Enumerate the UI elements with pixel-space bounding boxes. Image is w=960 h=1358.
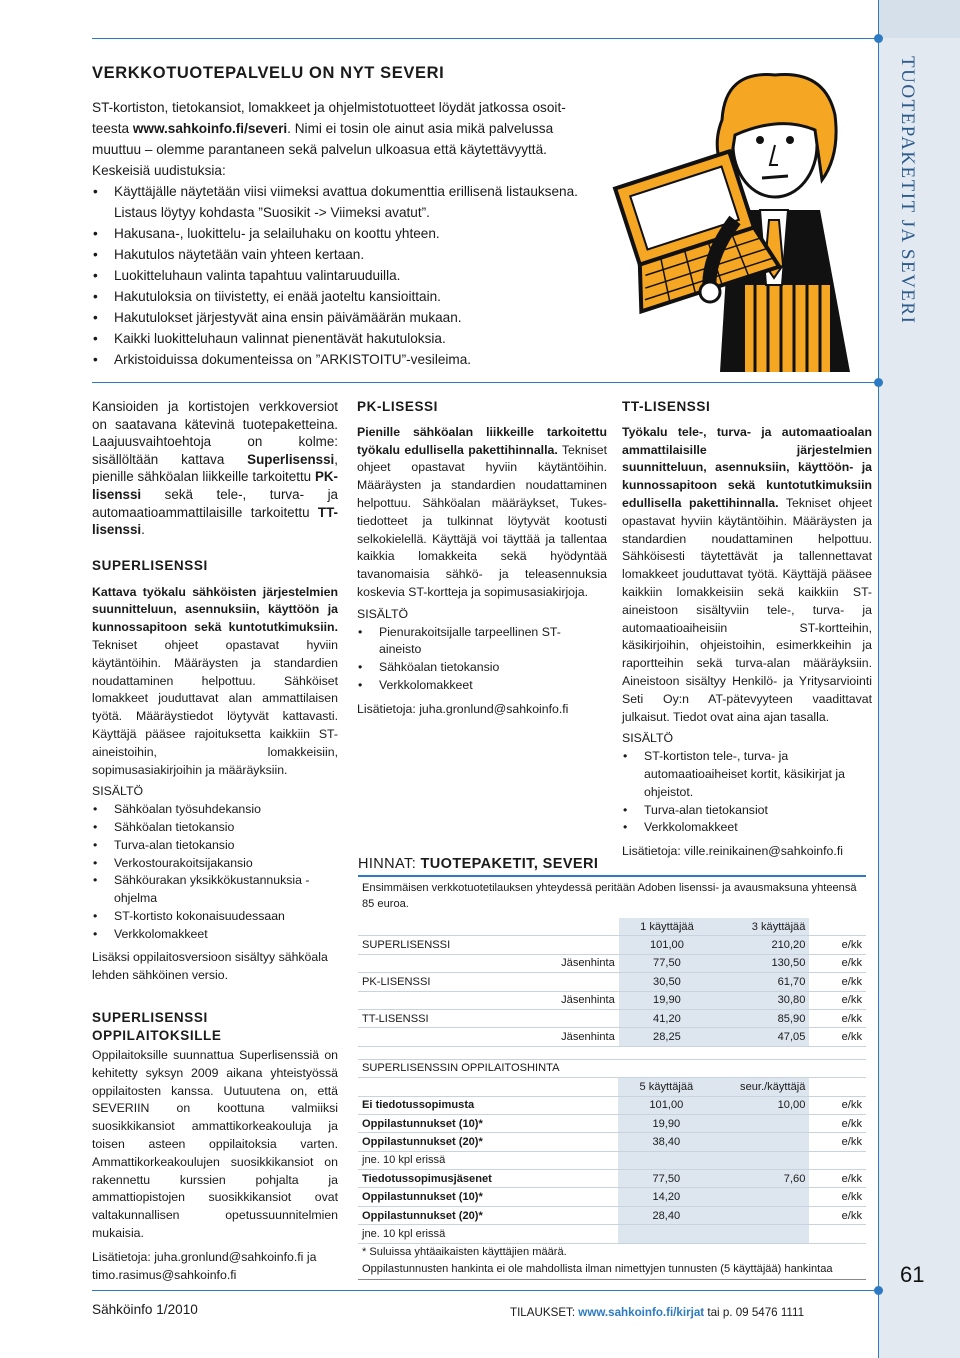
- column-tt-lisenssi: [622, 398, 872, 861]
- table-row: [358, 1009, 866, 1027]
- table-cell: [714, 1206, 809, 1224]
- table-cell: 61,70: [715, 973, 809, 991]
- list-item: • Hakusana-, luokittelu- ja selailuhaku on koottu yhteen.: [92, 223, 610, 244]
- table-cell: 30,50: [619, 973, 715, 991]
- list-item: • Hakutulokset järjestyvät aina ensin päivämäärän mukaan.: [92, 307, 610, 328]
- table-row: [358, 918, 866, 936]
- column-superlisenssi: [92, 398, 338, 1284]
- table-cell: [515, 1151, 618, 1169]
- table-cell: [809, 1151, 866, 1169]
- table-cell: Oppilastunnukset (20)*: [358, 1133, 515, 1151]
- table-cell: [515, 1096, 618, 1114]
- table-cell: [714, 1151, 809, 1169]
- table-cell: [618, 1225, 714, 1243]
- magazine-issue: Sähköinfo 1/2010: [92, 1302, 198, 1317]
- table-cell: 19,90: [618, 1114, 714, 1132]
- table-cell: e/kk: [809, 1133, 866, 1151]
- page-number: 61: [900, 1262, 925, 1287]
- list-item: • Verkkolomakkeet: [357, 677, 607, 695]
- table-cell: [513, 1009, 619, 1027]
- list-item: • Sähköalan tietokansio: [357, 659, 607, 677]
- table-cell: Oppilastunnukset (10)*: [358, 1114, 515, 1132]
- table-cell: 10,00: [714, 1096, 809, 1114]
- divider-mid: [92, 382, 878, 383]
- order-info: TILAUKSET: www.sahkoinfo.fi/kirjat tai p. 09 5476 1111: [510, 1306, 805, 1319]
- table-cell: [513, 973, 619, 991]
- table-cell: [809, 918, 866, 936]
- table-row: [358, 1096, 866, 1114]
- table-cell: Tiedotussopimusjäsenet: [358, 1170, 515, 1188]
- table-cell: Oppilastunnukset (10)*: [358, 1188, 515, 1206]
- table-cell: 85,90: [715, 1009, 809, 1027]
- oppilaitos-text: Oppilaitoksille suunnattua Superlisenssiä on kehitetty syksyn 2009 aikana yhteistyössä oppilaitosten kanssa. Uutuutena on, että SEVERIIN on koottuna valmiiksi suosikkikansiot ammattikorkeakouluja ja toisen asteen oppilaitoksia varten. Ammattikorkeakoulujen suosikkikansiot on rakennettu kurssien pohjalta ja ammattiopistojen suosikkikansiot ovat valtakunnallisen opetussuunnitelmien mukaisia.: [92, 1048, 338, 1241]
- table-cell: seur./käyttäjä: [714, 1078, 809, 1096]
- table-cell: [513, 918, 619, 936]
- price-box: [358, 854, 866, 1280]
- list-item: • Hakutulos näytetään vain yhteen kertaan.: [92, 244, 610, 265]
- table-cell: e/kk: [809, 973, 866, 991]
- table-row: [358, 1151, 866, 1169]
- table-cell: e/kk: [809, 1028, 866, 1046]
- table-row: [358, 1225, 866, 1243]
- table-row: [358, 1206, 866, 1224]
- table-cell: jne. 10 kpl erissä: [358, 1151, 515, 1169]
- divider-bottom: [92, 1290, 878, 1291]
- list-item: • ST-kortisto kokonaisuudessaan: [92, 908, 338, 926]
- list-item: • Pienurakoitsijalle tarpeellinen ST-aineisto: [357, 624, 579, 660]
- table-row: [358, 954, 866, 972]
- order-link[interactable]: www.sahkoinfo.fi/kirjat: [578, 1306, 705, 1319]
- table-cell: SUPERLISENSSI: [358, 936, 513, 954]
- divider-dot: [874, 378, 883, 387]
- table-cell: [515, 1188, 618, 1206]
- contact-info: Lisätietoja: juha.gronlund@sahkoinfo.fi ja timo.rasimus@sahkoinfo.fi: [92, 1249, 317, 1282]
- table-cell: 210,20: [715, 936, 809, 954]
- superlisenssi-contents: [92, 801, 338, 943]
- table-cell: 28,40: [618, 1206, 714, 1224]
- table-cell: [358, 1028, 513, 1046]
- table-cell: [515, 1206, 618, 1224]
- table-cell: [515, 1078, 618, 1096]
- table-cell: 5 käyttäjää: [618, 1078, 714, 1096]
- pk-text: Pienille sähköalan liikkeille tarkoitettu työkalu edullisella pakettihinnalla. Tekniset ohjeet opastavat hyviin käytäntöihin. Määräysten ja standardien noudattaminen helpottuu. Sähköalan määräykset, Tukes-tiedotteet ja tulkinnat löytyvät kootusti selkokielellä. Käyttäjä voi täyttää ja tallentaa kaikkia lomakkeita sekä hyödyntää tavanomaisia sähkö- ja teleasennuksia koskevia ST-kortteja ja sopimusasiakirjoja.: [357, 424, 607, 599]
- table-cell: 1 käyttäjää: [619, 918, 715, 936]
- man-with-laptop-illustration: [610, 60, 860, 372]
- table-cell: [714, 1133, 809, 1151]
- table-cell: [358, 954, 513, 972]
- school-price-table: [358, 1060, 866, 1244]
- oppilaitos-title: SUPERLISENSSI OPPILAITOKSILLE: [92, 1010, 222, 1044]
- table-cell: e/kk: [809, 1009, 866, 1027]
- table-row: [358, 973, 866, 991]
- table-cell: Ei tiedotussopimusta: [358, 1096, 515, 1114]
- list-item: • Luokitteluhaun valinta tapahtuu valintaruuduilla.: [92, 265, 610, 286]
- table-cell: 101,00: [618, 1096, 714, 1114]
- sisalto-label: SISÄLTÖ: [92, 784, 144, 799]
- column-pk-lisenssi: [357, 398, 607, 719]
- table-cell: TT-LISENSSI: [358, 1009, 513, 1027]
- table-cell: [714, 1225, 809, 1243]
- table-cell: [515, 1133, 618, 1151]
- oppilaitos-note: Lisäksi oppilaitosversioon sisältyy sähköala lehden sähköinen versio.: [92, 950, 328, 983]
- list-item: • Kaikki luokitteluhaun valinnat pienentävät hakutuloksia.: [92, 328, 610, 349]
- table-row: [358, 1078, 866, 1096]
- severi-link[interactable]: www.sahkoinfo.fi/severi: [132, 121, 288, 136]
- table-cell: [358, 991, 513, 1009]
- table-cell: 28,25: [619, 1028, 715, 1046]
- table-cell: e/kk: [809, 954, 866, 972]
- table-cell: Oppilastunnukset (20)*: [358, 1206, 515, 1224]
- table-cell: e/kk: [809, 1096, 866, 1114]
- table-cell: e/kk: [809, 936, 866, 954]
- table-cell: 14,20: [618, 1188, 714, 1206]
- sisalto-label: SISÄLTÖ: [357, 606, 409, 621]
- table-cell: [809, 1225, 866, 1243]
- table-cell: e/kk: [809, 1188, 866, 1206]
- table-cell: [515, 1114, 618, 1132]
- table-row: [358, 1114, 866, 1132]
- table-cell: [618, 1151, 714, 1169]
- table-cell: 38,40: [618, 1133, 714, 1151]
- table-cell: e/kk: [809, 1206, 866, 1224]
- table-cell: [714, 1188, 809, 1206]
- table-cell: [358, 1078, 515, 1096]
- table-cell: Jäsenhinta: [513, 991, 619, 1009]
- list-item: • Sähköurakan yksikkökustannuksia -ohjelma: [92, 872, 338, 908]
- table-cell: e/kk: [809, 1114, 866, 1132]
- table-cell: e/kk: [809, 1170, 866, 1188]
- list-item: • Verkkolomakkeet: [92, 926, 338, 944]
- table-row: [358, 936, 866, 954]
- price-footnote: * Suluissa yhtäaikaisten käyttäjien määrä. Oppilastunnusten hankinta ei ole mahdollista ilman nimettyjen tunnusten (5 käyttäjää) hankintaa: [358, 1244, 866, 1280]
- table-cell: 130,50: [715, 954, 809, 972]
- tt-contents: [622, 748, 872, 837]
- side-band-top: [878, 0, 960, 38]
- superlisenssi-text: Kattava työkalu sähköisten järjestelmien suunnitteluun, asennuksiin, käyttöön ja kunnossapitoon sekä kuntotutkimuksiin. Tekniset ohjeet opastavat hyviin käytäntöihin. Määräysten ja standardien noudattaminen helpottuu. Sähköiset lomakkeet jouduttavat alan ammattilaisen työtä. Määräystiedot löytyvät kattavasti. Käyttäjä pääsee rajoituksetta kaikkiin ST-aineistoihin, lomakkeisiin, sopimusasiakirjoihin ja määräyksiin.: [92, 584, 338, 777]
- sisalto-label: SISÄLTÖ: [622, 731, 674, 746]
- table-cell: PK-LISENSSI: [358, 973, 513, 991]
- list-item: • Turva-alan tietokansiot: [622, 802, 872, 820]
- table-row: [358, 1133, 866, 1151]
- table-cell: [714, 1114, 809, 1132]
- list-item: • Hakutuloksia on tiivistetty, ei enää jaoteltu kansioittain.: [92, 286, 610, 307]
- list-item: • Verkkolomakkeet: [622, 819, 872, 837]
- table-cell: [515, 1225, 618, 1243]
- table-cell: 101,00: [619, 936, 715, 954]
- table-cell: 77,50: [619, 954, 715, 972]
- pk-title: PK-LISESSI: [357, 399, 439, 414]
- list-item: • Turva-alan tietokansio: [92, 837, 338, 855]
- divider-dot: [874, 1286, 883, 1295]
- table-cell: 7,60: [714, 1170, 809, 1188]
- superlisenssi-title: SUPERLISENSSI: [92, 557, 208, 573]
- table-row: [358, 991, 866, 1009]
- tt-title: TT-LISENSSI: [622, 399, 711, 414]
- intro-text: ST-kortiston, tietokansiot, lomakkeet ja ohjelmistotuotteet löydät jatkossa osoit- teesta www.sahkoinfo.fi/severi. Nimi ei tosin ole ainut asia mikä palvelussa muuttuu – olemme parantaneen sekä palvelun ulkoasua että käytettävyyttä. Keskeisiä uudistuksia: • Käyttäjälle näytetään viisi viimeksi avattua dokumenttia erillisenä listauksena. Listaus löytyy kohdasta ”Suosikit -> Viimeksi avatut”. • Hakusana-, luokittelu- ja selailuhaku on koottu yhteen. • Hakutulos näytetään vain yhteen kertaan. • Luokitteluhaun valinta tapahtuu valintaruuduilla. • Hakutuloksia on tiivistetty, ei enää jaoteltu kansioittain. • Hakutulokset järjestyvät aina ensin päivämäärän mukaan. • Kaikki luokitteluhaun valinnat pienentävät hakutuloksia. • Arkistoiduissa dokumenteissa on ”ARKISTOITU”-vesileima.: [92, 97, 610, 370]
- page-title: VERKKOTUOTEPALVELU ON NYT SEVERI: [92, 64, 445, 82]
- contact-info: Lisätietoja: juha.gronlund@sahkoinfo.fi: [357, 701, 569, 716]
- table-cell: Jäsenhinta: [513, 954, 619, 972]
- table-cell: 47,05: [715, 1028, 809, 1046]
- table-cell: 77,50: [618, 1170, 714, 1188]
- table-cell: Jäsenhinta: [513, 1028, 619, 1046]
- table-row: [358, 1170, 866, 1188]
- table-row: [358, 1028, 866, 1046]
- table-cell: [809, 1078, 866, 1096]
- list-item: • Arkistoiduissa dokumenteissa on ”ARKISTOITU”-vesileima.: [92, 349, 610, 370]
- lead-paragraph: Kansioiden ja kortistojen verkkoversiot on saatavana kätevinä tuotepaketteina. Laajuusvaihtoehtoja on kolme: sisällöltään kattava Superlisenssi, pienille sähköalan liikkeille tarkoitettu PK-lisenssi sekä tele-, turva- ja automaatioammattilaisille tarkoitettu TT-lisenssi.: [92, 399, 338, 538]
- price-title: HINNAT: TUOTEPAKETIT, SEVERI: [358, 854, 866, 877]
- table-cell: [515, 1170, 618, 1188]
- list-item: • Sähköalan tietokansio: [92, 819, 338, 837]
- table-cell: 41,20: [619, 1009, 715, 1027]
- contact-info: Lisätietoja: ville.reinikainen@sahkoinfo.fi: [622, 844, 843, 859]
- list-item: • Sähköalan työsuhdekansio: [92, 801, 338, 819]
- table-row: [358, 1188, 866, 1206]
- table-cell: [513, 936, 619, 954]
- table-cell: e/kk: [809, 991, 866, 1009]
- table-cell: 3 käyttäjää: [715, 918, 809, 936]
- list-item: • ST-kortiston tele-, turva- ja automaatioaiheiset kortit, käsikirjat ja ohjeistot.: [622, 748, 872, 801]
- divider-vertical: [878, 0, 879, 1358]
- table-section-title: SUPERLISENSSIN OPPILAITOSHINTA: [358, 1060, 866, 1078]
- feature-list: [92, 181, 610, 370]
- table-cell: 30,80: [715, 991, 809, 1009]
- tt-text: Työkalu tele-, turva- ja automaatioalan ammattilaisille järjestelmien suunnitteluun, asennuksiin, käyttöön- ja kunnossapitoon sekä kuntotutkimuksiin edullisella pakettihinnalla. Tekniset ohjeet opastavat hyviin käytäntöihin. Määräysten ja standardien noudattaminen helpottuu. Sähköisesti täytettävät ja tallennettavat lomakkeet jouduttavat työtä. Käyttäjä pääsee kaikkiin lomakkeisiin sekä kaikkiin ST-aineistoon sisältyviin tele-, turva- ja automaatioaiheisiin ST-kortteihin, käsikirjoihin, ohjeistoihin, esimerkkeihin ja raportteihin sekä turva-alan määräyksiin. Aineistoon sisältyy Henkilö- ja Yritysarviointi Seti Oy:n AT-pätevyyteen vaadittavat julkaisut. Tiedot ovat aina ajan tasalla.: [622, 424, 872, 724]
- table-cell: [358, 918, 513, 936]
- divider-dot: [874, 34, 883, 43]
- pk-contents: [357, 624, 607, 695]
- price-intro: Ensimmäisen verkkotuotetilauksen yhteydessä peritään Adoben lisenssi- ja avausmaksuna yhteensä 85 euroa.: [362, 882, 857, 910]
- table-cell: jne. 10 kpl erissä: [358, 1225, 515, 1243]
- divider-top: [92, 38, 878, 39]
- section-side-title: TUOTEPAKETIT JA SEVERI: [897, 56, 918, 325]
- list-item: • Verkostourakoitsijakansio: [92, 855, 338, 873]
- list-item: • Käyttäjälle näytetään viisi viimeksi avattua dokumenttia erillisenä listauksena. Listaus löytyy kohdasta ”Suosikit -> Viimeksi avatut”.: [92, 181, 610, 223]
- price-table: [358, 918, 866, 1047]
- table-cell: 19,90: [619, 991, 715, 1009]
